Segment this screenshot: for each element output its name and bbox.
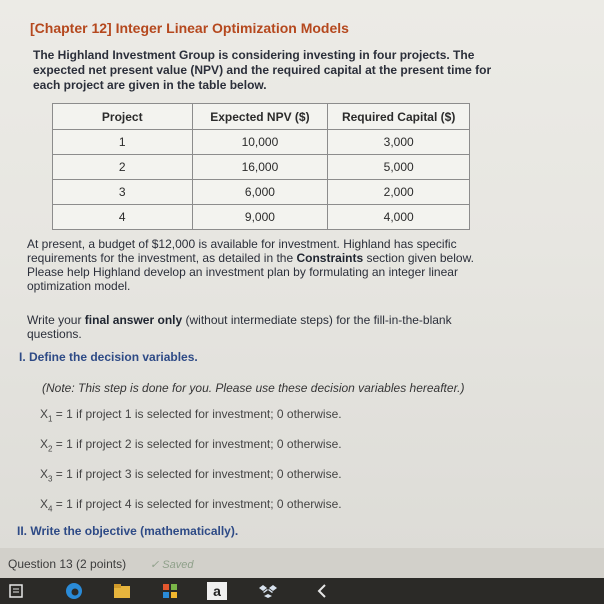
budget-text-b: section given below. Please help Highland develop an investment plan by formulating an integer linear optimization model. bbox=[27, 251, 474, 293]
cell-capital: 4,000 bbox=[328, 205, 470, 230]
table-header-row bbox=[53, 104, 470, 130]
table-row bbox=[53, 130, 470, 155]
search-icon[interactable] bbox=[6, 582, 26, 600]
final-answer-emphasis: final answer only bbox=[84, 313, 183, 327]
cell-npv: 16,000 bbox=[192, 155, 328, 180]
instructions-paragraph bbox=[27, 313, 505, 341]
question-label: Question 13 (2 points) bbox=[8, 557, 127, 571]
instructions-text-b: (without intermediate steps) for the fill-in-the-blank questions. bbox=[27, 313, 452, 341]
saved-status: ✓ Saved bbox=[150, 559, 194, 571]
cell-project: 1 bbox=[53, 130, 193, 155]
edge-icon[interactable] bbox=[64, 582, 84, 600]
cell-project: 3 bbox=[53, 180, 193, 205]
intro-paragraph: The Highland Investment Group is considering investing in four projects. The expected net present value (NPV) and the required capital at the present time for each project are given in the table below. bbox=[33, 48, 492, 92]
note-text: (Note: This step is done for you. Please use these decision variables hereafter.) bbox=[42, 381, 465, 395]
header-capital: Required Capital ($) bbox=[328, 104, 470, 130]
header-project: Project bbox=[53, 104, 193, 130]
cell-project: 4 bbox=[53, 205, 193, 230]
header-npv: Expected NPV ($) bbox=[192, 104, 328, 130]
dropbox-icon[interactable] bbox=[258, 582, 278, 600]
budget-paragraph bbox=[27, 237, 505, 293]
section-decision-variables: I. Define the decision variables. bbox=[19, 350, 198, 364]
cell-capital: 5,000 bbox=[328, 155, 470, 180]
variable-x4: $X_4 = 1$ if project 4 is selected for investment; 0 otherwise. bbox=[40, 497, 342, 514]
instructions-text-a: Write your bbox=[27, 313, 85, 327]
file-explorer-icon[interactable] bbox=[112, 582, 132, 600]
cell-npv: 9,000 bbox=[192, 205, 328, 230]
variable-x3: $X_3 = 1$ if project 3 is selected for investment; 0 otherwise. bbox=[40, 467, 342, 484]
budget-text-a: At present, a budget of $12,000 is available for investment. Highland has specific requirements for the investment, as detailed in the bbox=[27, 237, 457, 265]
taskbar bbox=[0, 578, 604, 604]
variable-x2: $X_2 = 1$ if project 2 is selected for investment; 0 otherwise. bbox=[40, 437, 342, 454]
table-row bbox=[53, 205, 470, 230]
section-objective: II. Write the objective (mathematically). bbox=[17, 524, 239, 538]
table-row bbox=[53, 155, 470, 180]
cell-capital: 2,000 bbox=[328, 180, 470, 205]
table-row bbox=[53, 180, 470, 205]
cell-npv: 10,000 bbox=[192, 130, 328, 155]
cell-npv: 6,000 bbox=[192, 180, 328, 205]
back-icon[interactable] bbox=[312, 582, 332, 600]
store-icon[interactable] bbox=[160, 582, 180, 600]
constraints-emphasis: Constraints bbox=[296, 251, 364, 265]
projects-table bbox=[52, 103, 470, 230]
cell-project: 2 bbox=[53, 155, 193, 180]
page-title: [Chapter 12] Integer Linear Optimization Models bbox=[30, 20, 349, 36]
amazon-icon[interactable]: a bbox=[207, 582, 227, 600]
variable-x1: $X_1 = 1$ if project 1 is selected for investment; 0 otherwise. bbox=[40, 407, 342, 424]
cell-capital: 3,000 bbox=[328, 130, 470, 155]
